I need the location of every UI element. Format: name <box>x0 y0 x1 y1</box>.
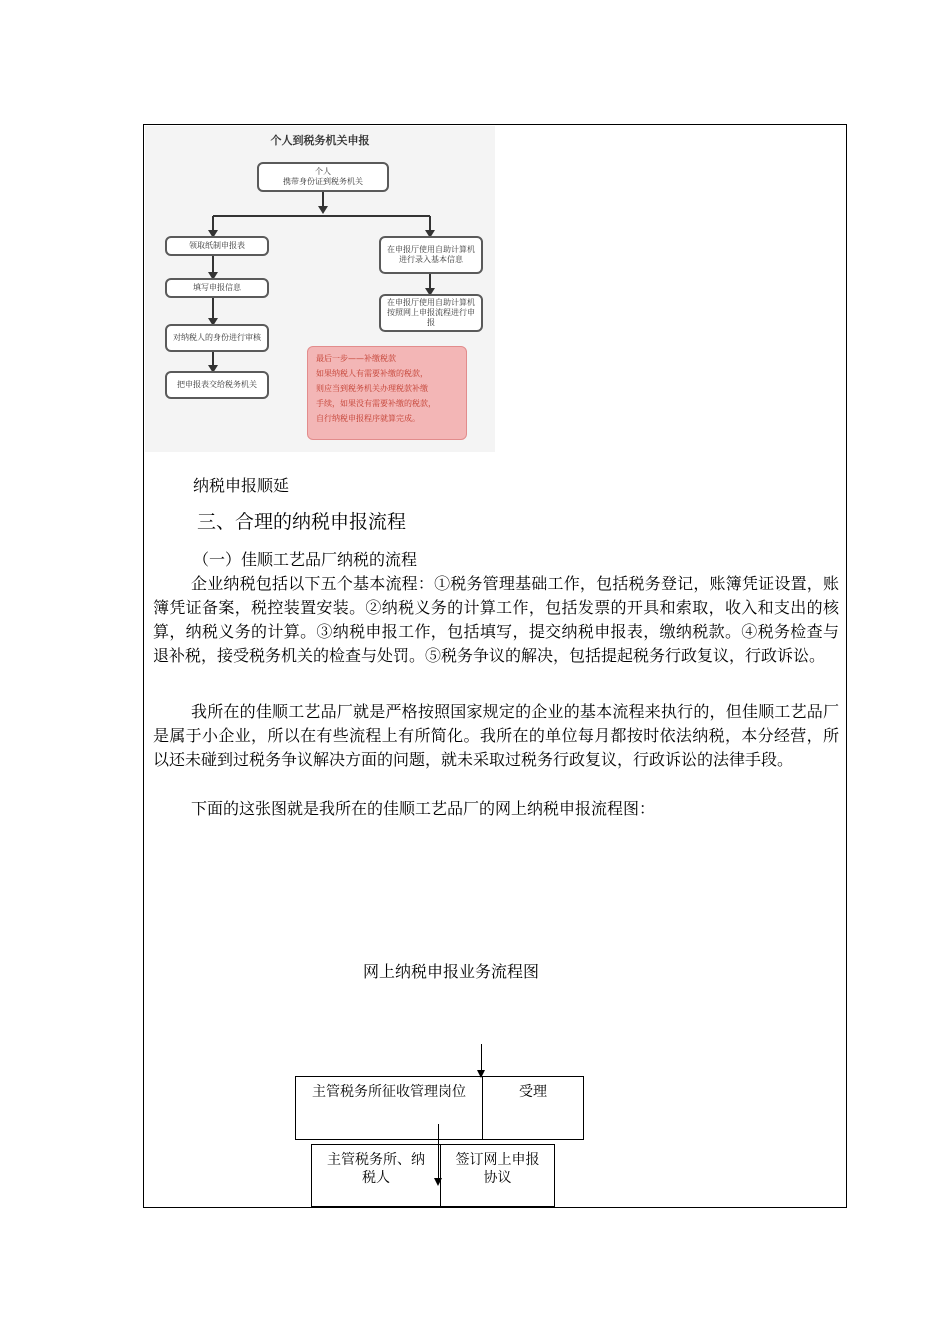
flow-image-left-step-2: 填写申报信息 <box>165 278 269 298</box>
paragraph-2: 我所在的佳顺工艺品厂就是严格按照国家规定的企业的基本流程来执行的，但佳顺工艺品厂是属于小企业，所以在有些流程上有所简化。我所在的单位每月都按时依法纳税，本分经营，所以还未碰到过税务争议解决方面的问题，就未采取过税务行政复议，行政诉讼的法律手段。 <box>153 702 839 769</box>
flow-image <box>145 126 495 452</box>
flow-image-left-step-3: 对纳税人的身份进行审核 <box>165 324 269 352</box>
flow-image-left-step-4: 把申报表交给税务机关 <box>165 371 269 399</box>
flow-image-note <box>307 346 467 440</box>
flow-cell-station <box>295 1076 483 1140</box>
flow-image-note-line-5: 自行纳税申报程序就算完成。 <box>316 414 420 423</box>
flow-image-left-step-1: 领取纸制申报表 <box>165 236 269 256</box>
flowchart-title: 网上纳税申报业务流程图 <box>363 962 540 981</box>
flow-cell-agreement <box>440 1144 555 1207</box>
flow-cell-taxpayer-text: 主管税务所、纳税人 <box>327 1152 425 1186</box>
flow-image-right-step-1: 在申报厅使用自助计算机进行录入基本信息 <box>379 236 483 274</box>
flow-cell-taxpayer <box>311 1144 441 1207</box>
flow-arrow-down-head <box>434 1178 442 1186</box>
flow-cell-accept-text: 受理 <box>519 1084 547 1100</box>
flow-cell-accept <box>482 1076 584 1140</box>
flow-image-note-line-4: 手续，如果没有需要补缴的税款， <box>316 399 436 408</box>
flow-arrow-in-head <box>477 1070 485 1078</box>
flow-image-top-box <box>257 162 389 192</box>
image-caption: 纳税申报顺延 <box>193 476 290 495</box>
flow-cell-station-text: 主管税务所征收管理岗位 <box>312 1084 466 1100</box>
flow-image-top-line-1: 个人 <box>315 167 331 176</box>
flow-image-note-line-1: 最后一步——补缴税款 <box>316 354 396 363</box>
flow-arrow-in-line <box>481 1044 482 1072</box>
flow-image-right-step-2: 在申报厅使用自助计算机按照网上申报流程进行申报 <box>379 294 483 332</box>
flow-image-title: 个人到税务机关申报 <box>270 134 370 147</box>
paragraph-3: 下面的这张图就是我所在的佳顺工艺品厂的网上纳税申报流程图： <box>191 799 656 818</box>
flow-arrow-down-line <box>438 1124 439 1180</box>
flow-image-note-line-3: 则应当到税务机关办理税款补缴 <box>316 384 428 393</box>
flow-image-note-line-2: 如果纳税人有需要补缴的税款， <box>316 369 428 378</box>
section-heading: 三、合理的纳税申报流程 <box>197 511 407 533</box>
flow-image-top-line-2: 携带身份证到税务机关 <box>283 177 363 186</box>
flow-cell-agreement-text: 签订网上申报协议 <box>455 1152 540 1186</box>
paragraph-1: 企业纳税包括以下五个基本流程：①税务管理基础工作，包括税务登记，账簿凭证设置，账簿凭证备案，税控装置安装。②纳税义务的计算工作，包括发票的开具和索取，收入和支出的核算，纳税义务的计算。③纳税申报工作，包括填写，提交纳税申报表，缴纳税款。④税务检查与退补税，接受税务机关的检查与处罚。⑤税务争议的解决，包括提起税务行政复议，行政诉讼。 <box>153 574 839 665</box>
sub-heading: （一）佳顺工艺品厂纳税的流程 <box>193 550 418 569</box>
